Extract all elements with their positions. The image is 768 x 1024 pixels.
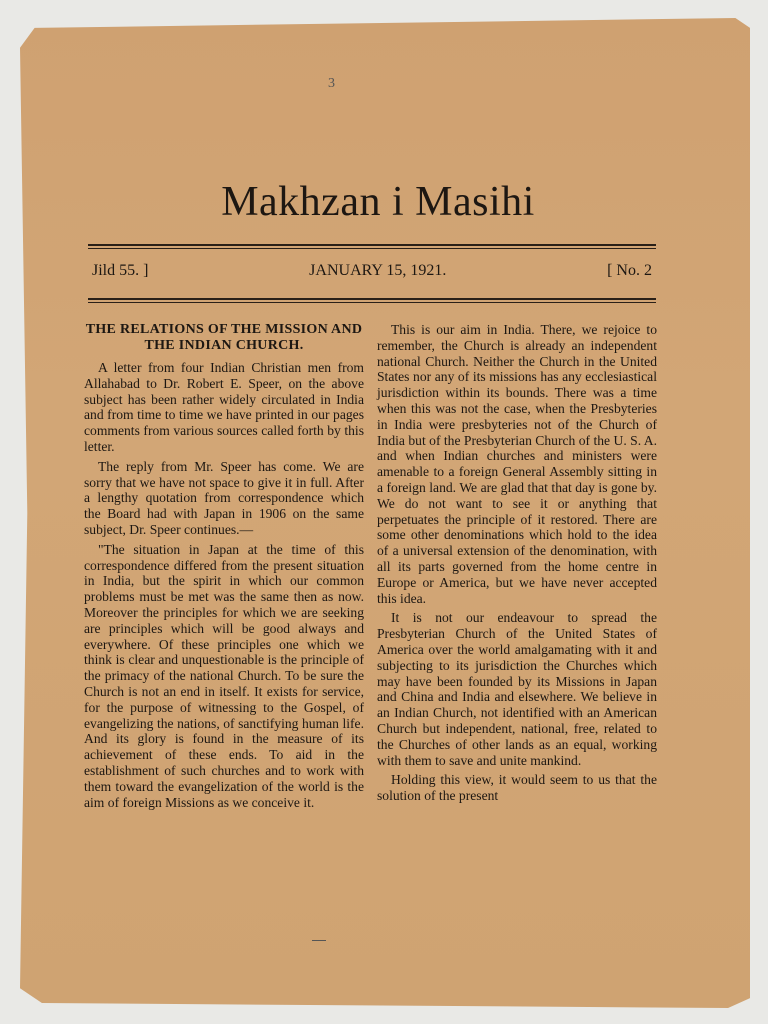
- masthead-rule-top: [88, 244, 656, 246]
- paragraph: This is our aim in India. There, we rejoice to remember, the Church is already an independent national Church. Neither the Church in the United States nor any of its missions has any ecclesiastical jurisdiction within its bounds. There was a time when this was not the case, when the Presbyteries in India were presbyteries not of the Church of India but of the Presbyterian Church of the U. S. A. and when Indian churches and ministers were amenable to a foreign General Assembly sitting in a foreign land. We are glad that that day is gone by. We do not want to see it or anything that perpetuates the principle of it restored. There are some other denominations which hold to the idea of a universal extension of the denomination, with all its parts governed from the home centre in Europe or America, but we have never accepted this idea.: [377, 322, 657, 606]
- header-rule-bottom: [88, 302, 656, 303]
- issue-number: [ No. 2: [607, 262, 652, 279]
- issue-date: JANUARY 15, 1921.: [309, 262, 447, 279]
- paragraph: The reply from Mr. Speer has come. We are sorry that we have not space to give it in full. After a lengthy quotation from correspondence which the Board had with Japan in 1906 on the same subject, Dr. Speer continues.—: [84, 458, 364, 537]
- page-number: 3: [328, 76, 335, 91]
- header-rule-top: [88, 298, 656, 300]
- paragraph: "The situation in Japan at the time of this correspondence differed from the present situation in India, but the spirit in which our common problems must be met was the same then as now. Moreover the principles for which we are seeking are principles which will be good always and everywhere. Of these principles one which we think is clear and unquestionable is the principle of the primacy of the national Church. To be sure the Church is not an end in itself. It exists for service, for the purpose of witnessing to the Gospel, of evangelizing the nations, of sanctifying human life. And its glory is found in the measure of its achievement of these ends. To aid in the establishment of such churches and to work with them toward the evangelization of the world is the aim of foreign Missions as we conceive it.: [84, 541, 364, 810]
- masthead-title: Makhzan i Masihi: [221, 179, 535, 225]
- paragraph: A letter from four Indian Christian men from Allahabad to Dr. Robert E. Speer, on the above subject has been rather widely circulated in India and from time to time we have printed in our pages comments from various sources called forth by this letter.: [84, 360, 364, 454]
- paragraph: It is not our endeavour to spread the Presbyterian Church of the United States of America over the world amalgamating with it and subjecting to its jurisdiction the Churches which may have been founded by its Missions in Japan and China and India and elsewhere. We believe in an Indian Church, not identified with an American Church but independent, national, free, related to the Churches of other lands as an equal, working with them to save and unite mankind.: [377, 610, 657, 768]
- right-column: [377, 322, 657, 808]
- issue-line: [92, 262, 652, 280]
- masthead-rule-bottom: [88, 248, 656, 249]
- article-title: THE RELATIONS OF THE MISSION AND THE INDIAN CHURCH.: [85, 322, 363, 353]
- footer-mark: [312, 940, 326, 941]
- volume-label: Jild 55. ]: [92, 262, 149, 279]
- paragraph: Holding this view, it would seem to us that the solution of the present: [377, 772, 657, 804]
- left-column: [84, 322, 364, 814]
